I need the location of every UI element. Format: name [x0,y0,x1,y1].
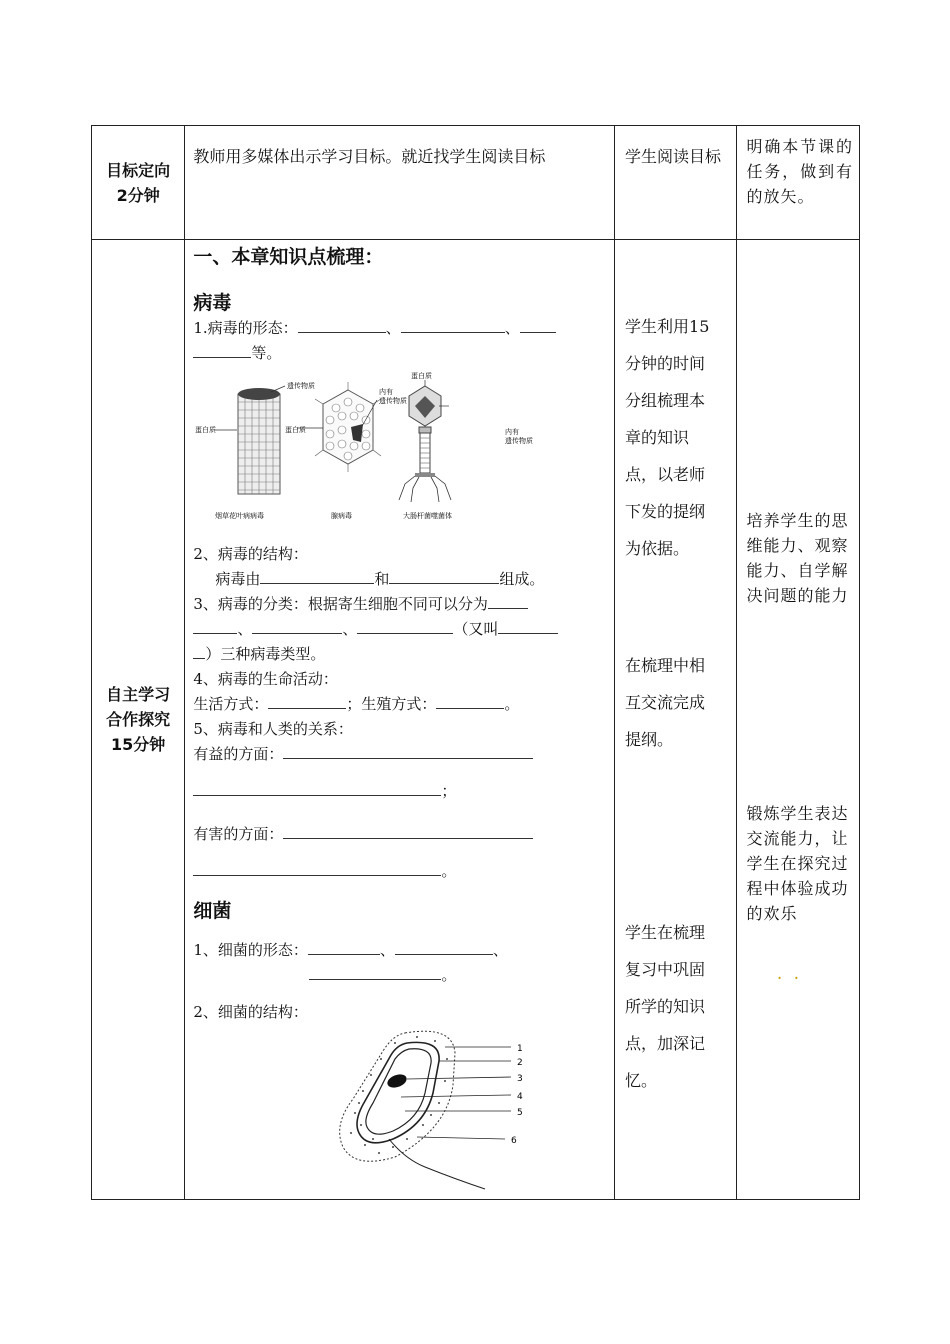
virus-bad-line-2: 。 [193,859,608,884]
phase-cell-goal [92,126,185,240]
phase-time: 15分钟 [111,735,166,754]
phase-time: 2分钟 [116,185,160,205]
label-protein-3: 蛋白质 [411,372,433,380]
bacteria-label-1: 1 [517,1044,524,1054]
virus-class-line-3: ）三种病毒类型。 [193,642,608,667]
label-inner-1: 内有 [379,388,394,396]
bacteria-shape-line-2: 。 [193,963,608,988]
teacher-activity-text: 教师用多媒体出示学习目标。就近找学生阅读目标 [193,147,546,166]
student-activity-p3: 学生在梳理 复习中巩固 所学的知识 点，加深记 忆。 [625,923,706,1090]
virus-class-line: 3、病毒的分类：根据寄生细胞不同可以分为 [193,592,608,617]
phase-label-2: 合作探究 [106,710,171,729]
virus-structure-line: 病毒由 和 组成。 [215,570,545,588]
label-genetic-1: 遗传物质 [287,382,316,390]
label-genetic-2: 遗传物质 [379,397,408,405]
virus-shape-line-2: 等。 [193,341,608,366]
caption-tmv: 烟草花叶病病毒 [215,512,265,520]
adenovirus [297,382,381,472]
label-genetic-3: 遗传物质 [505,437,534,445]
phase-label: 目标定向 [106,160,171,180]
student-activity-p2: 在梳理中相 互交流完成 提纲。 [625,656,706,749]
virus-figure [193,372,453,532]
design-intent-p1: 培养学生的思维能力、观察能力、自学解决问题的能力 [746,511,849,605]
virus-structure-title: 2、病毒的结构： [193,545,308,563]
bacteria-heading: 细菌 [193,900,232,922]
virus-life-line: 生活方式： ；生殖方式： 。 [193,695,520,713]
design-intent-cell [736,126,860,240]
table-row-goal [92,126,860,240]
table-row-study [92,240,860,1200]
virus-shape-line: 1.病毒的形态： 、 、 [193,316,608,341]
bacteria-label-6: 6 [511,1136,518,1146]
design-intent-text: 明确本节课的任务，做到有的放矢。 [746,137,853,206]
bacteria-shape-line: 1、细菌的形态： 、 、 [193,941,508,959]
bacteria-label-5: 5 [517,1108,524,1118]
virus-relation-title: 5、病毒和人类的关系： [193,720,353,738]
phase-cell-study [92,240,185,1200]
phase-label: 自主学习 [106,685,171,704]
tobacco-mosaic-virus [215,386,285,494]
decorative-dots: · · [777,970,799,985]
virus-heading: 病毒 [193,292,232,314]
outline-content [185,244,614,1199]
student-activity-text: 学生阅读目标 [625,147,722,166]
virus-bad-line: 有害的方面： [193,822,608,847]
section-title: 一、本章知识点梳理： [193,246,384,268]
bacteria-structure-title: 2、细菌的结构： [193,1003,308,1021]
bacteria-label-2: 2 [517,1058,524,1068]
virus-good-line-2: ； [193,779,608,804]
caption-phage: 大肠杆菌噬菌体 [403,512,453,520]
teacher-activity-cell [185,126,615,240]
bacterium-cell [340,1031,485,1189]
caption-adenovirus: 腺病毒 [331,512,353,520]
bacteria-label-4: 4 [517,1092,524,1102]
design-intent-p2: 锻炼学生表达交流能力，让学生在探究过程中体验成功的欢乐 [746,804,849,923]
student-activity-cell [615,126,736,240]
virus-good-line: 有益的方面： [193,742,608,767]
student-activity-p1: 学生利用15 分钟的时间 分组梳理本 章的知识 点，以老师 下发的提纲 为依据。 [625,317,710,558]
content-cell [185,240,615,1200]
label-inner-2: 内有 [505,428,520,436]
virus-class-line-2: 、 、 （又叫 [193,617,608,642]
bacteria-figure [335,1029,575,1199]
virus-life-title: 4、病毒的生命活动： [193,670,338,688]
label-protein-2: 蛋白质 [285,426,307,434]
phage-extra-labels [503,424,563,464]
bacteria-label-3: 3 [517,1074,524,1084]
design-intent-cell-2 [736,240,860,1200]
lesson-plan-table [91,125,860,1200]
label-protein-1: 蛋白质 [195,426,217,434]
